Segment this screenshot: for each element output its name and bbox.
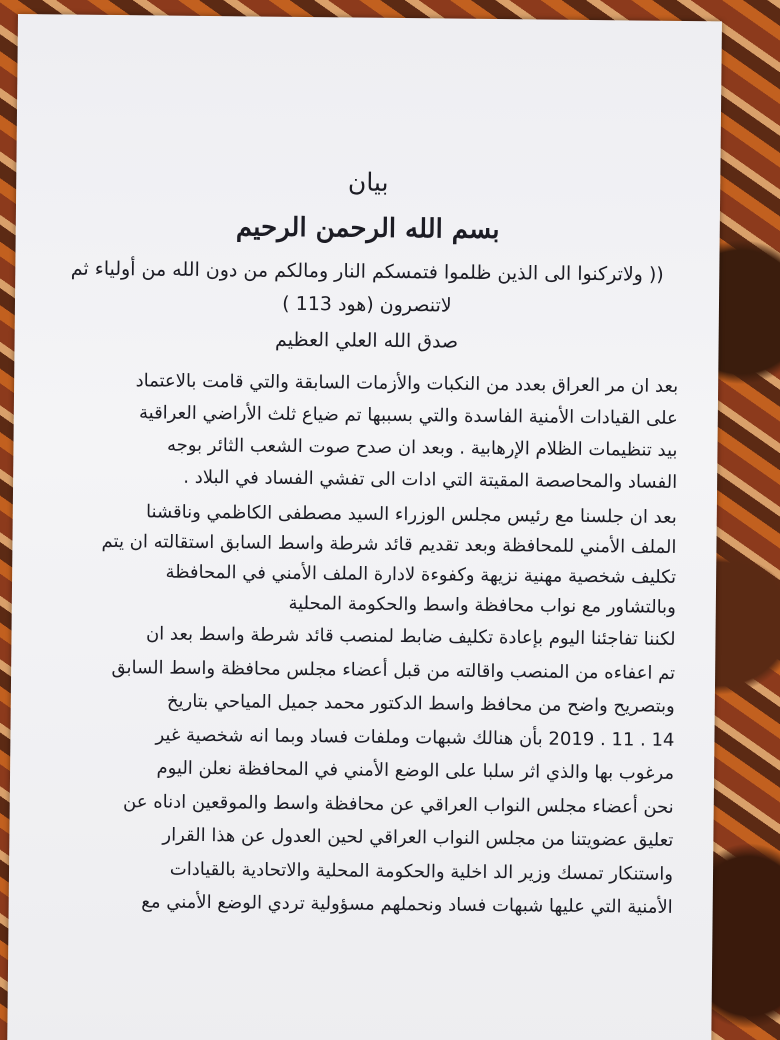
text-line: نحن أعضاء مجلس النواب العراقي عن محافظة واسط والموقعين ادناه عن (122, 790, 674, 818)
document-page (7, 14, 722, 1040)
quran-verse-line: (( ولاتركنوا الى الذين ظلموا فتمسكم النار ومالكم من دون الله من أولياء ثم (70, 257, 664, 286)
document-content (58, 14, 682, 918)
text-line: تكليف شخصية مهنية نزيهة وكفوءة لادارة الملف الأمني في المحافظة (165, 561, 677, 588)
text-line: الملف الأمني للمحافظة وبعد تقديم قائد شرطة واسط السابق استقالته ان يتم (101, 530, 677, 558)
text-line: لكننا تفاجئنا اليوم بإعادة تكليف ضابط لمنصب قائد شرطة واسط بعد ان (145, 623, 676, 650)
text-line: تم اعفاءه من المنصب واقالته من قبل أعضاء مجلس محافظة واسط السابق (111, 656, 676, 684)
quran-verse-line: لاتنصرون (هود 113 ) (282, 292, 452, 317)
text-line: بيد تنظيمات الظلام الإرهابية . وبعد ان صدح صوت الشعب الثائر بوجه (166, 434, 678, 461)
basmala-heading: بسم الله الرحمن الرحيم (235, 212, 500, 246)
text-line: تعليق عضويتنا من مجلس النواب العراقي لحين العدول عن هذا القرار (162, 824, 674, 851)
text-line: على القيادات الأمنية الفاسدة والتي بسببها تم ضياع ثلث الأراضي العراقية (138, 402, 678, 429)
text-line: بعد ان مر العراق بعدد من النكبات والأزمات السابقة والتي قامت بالاعتماد (135, 370, 679, 397)
quran-verse (55, 252, 680, 325)
text-line: 14 . 11 . 2019 بأن هنالك شبهات وملفات فساد وبما انه شخصية غير (155, 723, 675, 751)
paragraph-2 (52, 496, 677, 623)
paragraph-3 (49, 616, 676, 924)
document-title: بيان (347, 167, 389, 197)
text-line: وبتصريح واضح من محافظ واسط الدكتور محمد جميل المياحي بتاريخ (166, 690, 675, 717)
paragraph-1 (53, 364, 678, 499)
sadaq-line: صدق الله العلي العظيم (274, 328, 459, 353)
text-line: الفساد والمحاصصة المقيتة التي ادات الى تفشي الفساد في البلاد . (183, 466, 678, 493)
text-line: الأمنية التي عليها شبهات فساد ونحملهم مسؤولية تردي الوضع الأمني مع (141, 891, 673, 918)
text-line: واستنكار تمسك وزير الد اخلية والحكومة المحلية والاتحادية بالقيادات (169, 858, 674, 885)
text-line: بعد ان جلسنا مع رئيس مجلس الوزراء السيد مصطفى الكاظمي وناقشنا (145, 501, 677, 528)
text-line: وبالتشاور مع نواب محافظة واسط والحكومة المحلية (288, 592, 676, 618)
text-line: مرغوب بها والذي اثر سلبا على الوضع الأمني في المحافظة نعلن اليوم (156, 757, 675, 784)
